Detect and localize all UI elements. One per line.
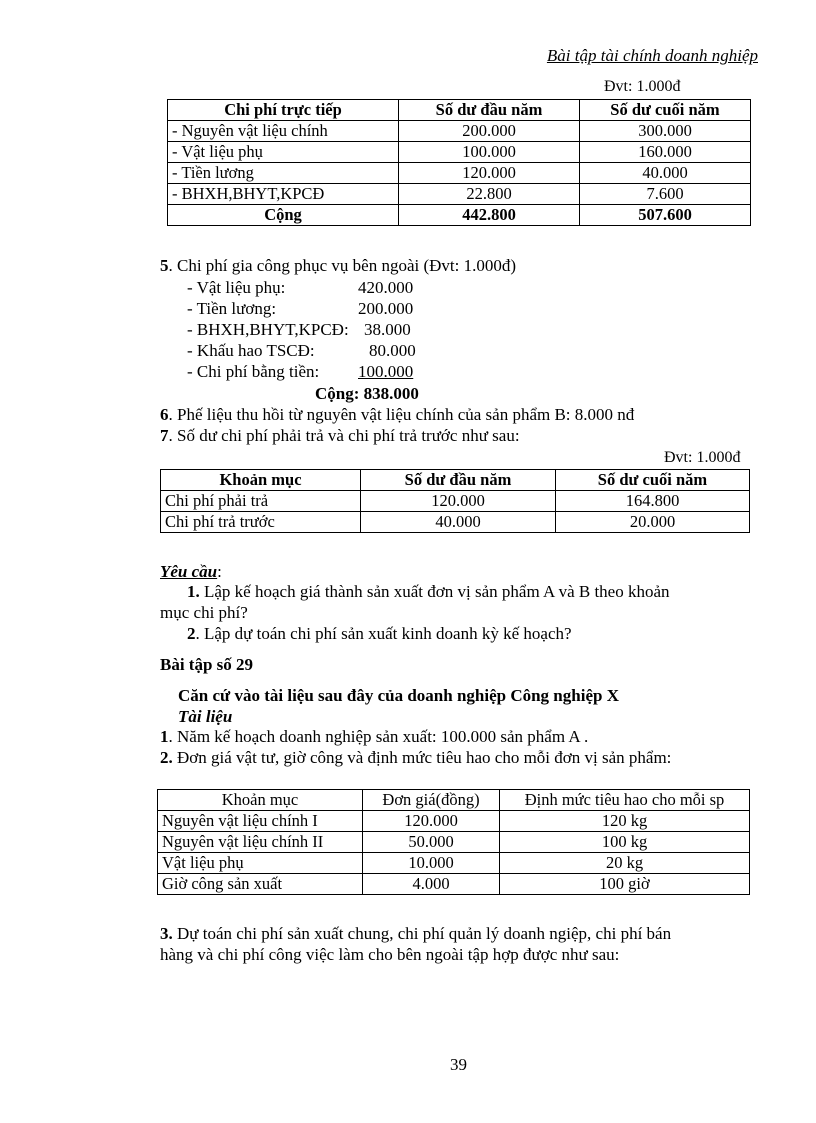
table-cell: Cộng xyxy=(168,205,399,226)
item-text: Đơn giá vật tư, giờ công và định mức tiêu hao cho mỗi đơn vị sản phẩm: xyxy=(172,748,672,767)
table-cell: Nguyên vật liệu chính I xyxy=(158,811,363,832)
requirements-title xyxy=(160,562,222,582)
table-header-cell: Khoản mục xyxy=(158,790,363,811)
item5-line: - Chi phí bằng tiền: xyxy=(187,362,320,381)
exercise-title: Bài tập số 29 xyxy=(160,655,254,674)
table-header-cell: Chi phí trực tiếp xyxy=(168,100,399,121)
table-cell: 160.000 xyxy=(580,142,751,163)
item5-line: - Khấu hao TSCĐ: xyxy=(187,341,315,360)
item5-value: 100.000 xyxy=(358,362,414,381)
item5-value: 420.000 xyxy=(358,278,414,297)
table-cell: 120.000 xyxy=(361,491,556,512)
direct-cost-table xyxy=(167,99,751,226)
requirement-1 xyxy=(187,582,670,602)
table-header-cell: Định mức tiêu hao cho mỗi sp xyxy=(500,790,750,811)
table-cell: 10.000 xyxy=(363,853,500,874)
table-cell: Vật liệu phụ xyxy=(158,853,363,874)
table-cell: 200.000 xyxy=(399,121,580,142)
unit-cost-table xyxy=(157,789,750,895)
table-cell: 100 kg xyxy=(500,832,750,853)
running-header: Bài tập tài chính doanh nghiệp xyxy=(546,46,758,65)
table-header-cell: Số dư cuối năm xyxy=(556,470,750,491)
table-cell: 100.000 xyxy=(399,142,580,163)
table-row xyxy=(168,184,751,205)
item-number: 1. xyxy=(187,582,200,601)
table-cell: 300.000 xyxy=(580,121,751,142)
table-cell: 164.800 xyxy=(556,491,750,512)
table-row xyxy=(168,163,751,184)
table-cell: 100 giờ xyxy=(500,874,750,895)
table-header-cell: Số dư đầu năm xyxy=(361,470,556,491)
item-number: 2. xyxy=(160,748,173,767)
table-row xyxy=(158,811,750,832)
item-number: 3. xyxy=(160,924,173,943)
payable-prepaid-table xyxy=(160,469,750,533)
item-text: . Phế liệu thu hồi từ nguyên vật liệu chính của sản phẩm B: 8.000 nđ xyxy=(168,405,635,424)
item6 xyxy=(160,405,634,425)
item7 xyxy=(160,426,520,446)
requirement-1-cont: mục chi phí? xyxy=(160,603,248,622)
item5-line: - Tiền lương: xyxy=(187,299,277,318)
table-row xyxy=(161,491,750,512)
table-cell: 20 kg xyxy=(500,853,750,874)
item5-value: 80.000 xyxy=(369,341,416,360)
table-header-row xyxy=(158,790,750,811)
item5-total: Cộng: 838.000 xyxy=(315,384,419,403)
exercise-intro: Căn cứ vào tài liệu sau đây của doanh nghiệp Công nghiệp X xyxy=(178,686,619,705)
requirement-2 xyxy=(187,624,572,644)
table-cell: 120.000 xyxy=(363,811,500,832)
page-number: 39 xyxy=(450,1055,467,1074)
table-total-row xyxy=(168,205,751,226)
cost-label: - Vật liệu phụ: xyxy=(187,278,286,297)
table-cell: Chi phí trả trước xyxy=(161,512,361,533)
table-cell: 20.000 xyxy=(556,512,750,533)
item-text: . Năm kế hoạch doanh nghiệp sản xuất: 100.000 sản phẩm A . xyxy=(168,727,589,746)
item-text: . Lập dự toán chi phí sản xuất kinh doanh kỳ kế hoạch? xyxy=(195,624,572,643)
table-cell: 40.000 xyxy=(580,163,751,184)
item-number: 7 xyxy=(160,426,169,445)
table-cell: - Nguyên vật liệu chính xyxy=(168,121,399,142)
docs-label: Tài liệu xyxy=(178,707,233,726)
item-number: 1 xyxy=(160,727,169,746)
table2-unit: Đvt: 1.000đ xyxy=(664,449,741,466)
table-header-row xyxy=(161,470,750,491)
table-cell: 50.000 xyxy=(363,832,500,853)
table-cell: - Tiền lương xyxy=(168,163,399,184)
item-number: 2 xyxy=(187,624,196,643)
table-cell: 4.000 xyxy=(363,874,500,895)
requirements-label: Yêu cầu xyxy=(160,562,218,581)
table-header-cell: Số dư đầu năm xyxy=(399,100,580,121)
table-cell: - BHXH,BHYT,KPCĐ xyxy=(168,184,399,205)
table-header-cell: Số dư cuối năm xyxy=(580,100,751,121)
table-row xyxy=(168,121,751,142)
item-text: . Chi phí gia công phục vụ bên ngoài (Đvt: 1.000đ) xyxy=(168,256,517,275)
table-cell: Giờ công sản xuất xyxy=(158,874,363,895)
table-cell: 120 kg xyxy=(500,811,750,832)
table-header-cell: Đơn giá(đồng) xyxy=(363,790,500,811)
exercise-point-1 xyxy=(160,727,588,747)
table-row xyxy=(168,142,751,163)
table-row xyxy=(158,832,750,853)
item-text: Lập kế hoạch giá thành sản xuất đơn vị sản phẩm A và B theo khoản xyxy=(204,582,670,601)
item5-title xyxy=(160,256,516,276)
item5-line xyxy=(187,278,285,298)
item-text: . Số dư chi phí phải trả và chi phí trả trước như sau: xyxy=(168,426,520,445)
table-row xyxy=(158,874,750,895)
item-number: 6 xyxy=(160,405,169,424)
table-row xyxy=(158,853,750,874)
item3 xyxy=(160,924,671,944)
table-cell: 40.000 xyxy=(361,512,556,533)
table-header-cell: Khoản mục xyxy=(161,470,361,491)
item-number: 5 xyxy=(160,256,169,275)
item-text: Dự toán chi phí sản xuất chung, chi phí quản lý doanh ngiệp, chi phí bán xyxy=(172,924,672,943)
table-cell: - Vật liệu phụ xyxy=(168,142,399,163)
item3-cont: hàng và chi phí công việc làm cho bên ngoài tập hợp được như sau: xyxy=(160,945,620,964)
item5-value: 38.000 xyxy=(364,320,411,339)
table-header-row xyxy=(168,100,751,121)
exercise-point-2 xyxy=(160,748,671,768)
item5-value: 200.000 xyxy=(358,299,414,318)
table-cell: 120.000 xyxy=(399,163,580,184)
table-row xyxy=(161,512,750,533)
item5-line: - BHXH,BHYT,KPCĐ: xyxy=(187,320,349,339)
table-cell: 507.600 xyxy=(580,205,751,226)
table-cell: 442.800 xyxy=(399,205,580,226)
table1-unit: Đvt: 1.000đ xyxy=(604,78,681,95)
table-cell: Chi phí phải trả xyxy=(161,491,361,512)
table-cell: 7.600 xyxy=(580,184,751,205)
table-cell: 22.800 xyxy=(399,184,580,205)
table-cell: Nguyên vật liệu chính II xyxy=(158,832,363,853)
requirements-colon: : xyxy=(217,562,222,581)
